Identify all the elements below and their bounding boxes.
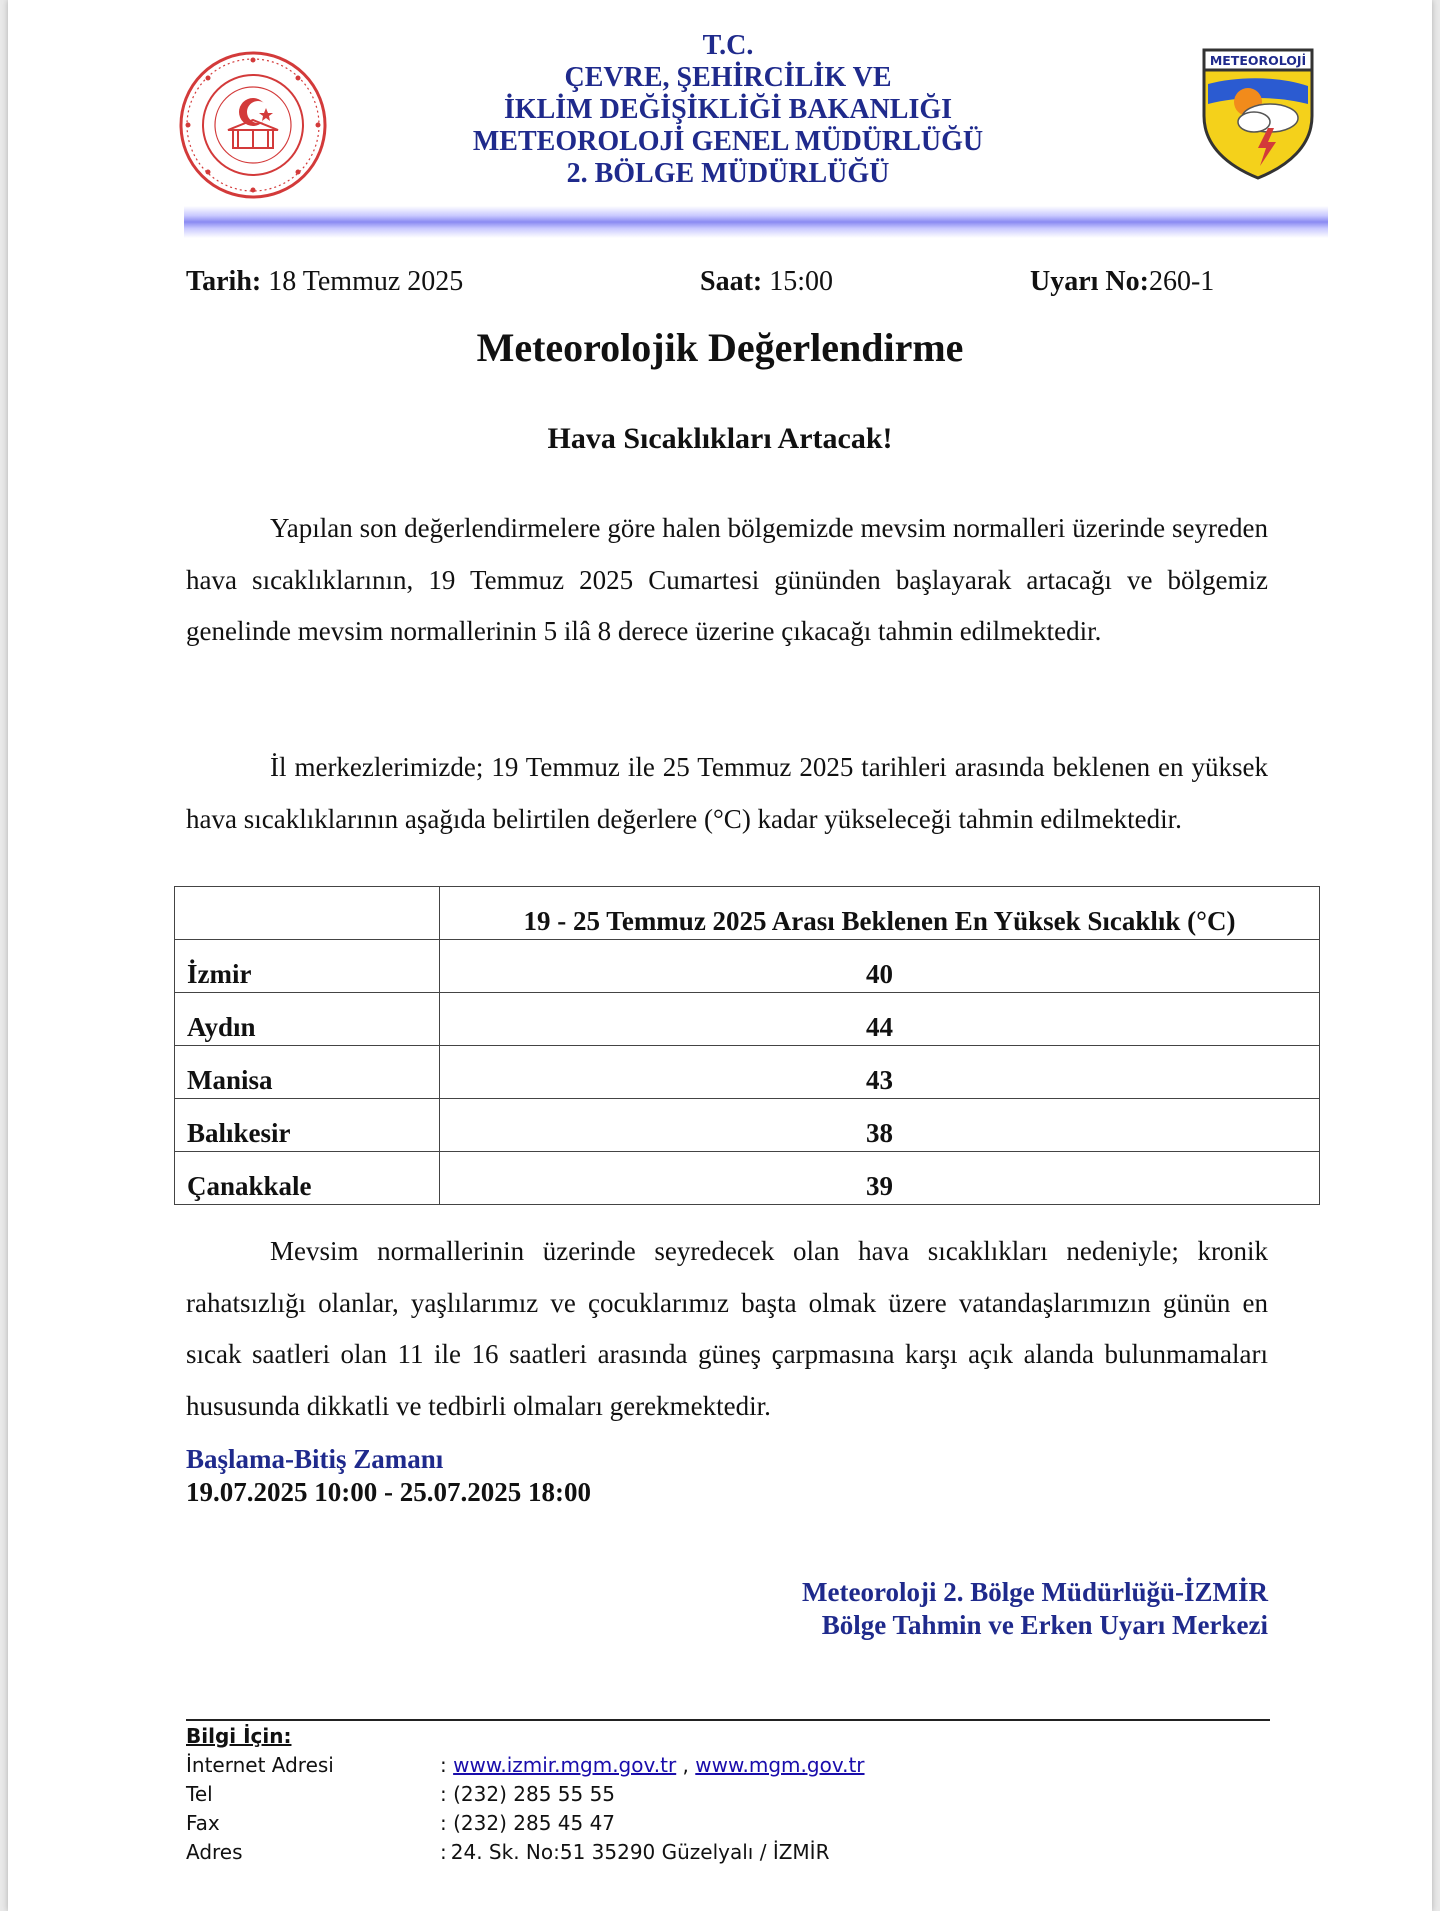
internet-label: İnternet Adresi	[186, 1753, 334, 1777]
table-row	[175, 940, 1320, 993]
table-row	[175, 1046, 1320, 1099]
table-row	[175, 1152, 1320, 1205]
city-cell: Çanakkale	[175, 1152, 440, 1205]
fax-value: (232) 285 45 47	[453, 1811, 616, 1835]
colon: :	[440, 1840, 447, 1864]
date-label: Tarih:	[186, 266, 262, 297]
tel-value: (232) 285 55 55	[453, 1782, 616, 1806]
colon: :	[440, 1782, 447, 1806]
time-value: 15:00	[762, 266, 834, 297]
signature-block	[802, 1576, 1268, 1642]
table-header-row	[175, 887, 1320, 940]
izmir-mgm-link[interactable]: www.izmir.mgm.gov.tr	[453, 1753, 677, 1777]
city-cell: Manisa	[175, 1046, 440, 1099]
meteoroloji-logo-icon	[1198, 46, 1318, 180]
address-label: Adres	[186, 1840, 243, 1864]
fax-label: Fax	[186, 1811, 220, 1835]
logo-text: METEOROLOJİ	[1209, 53, 1307, 68]
mgm-link[interactable]: www.mgm.gov.tr	[695, 1753, 865, 1777]
temperature-cell: 39	[440, 1152, 1320, 1205]
city-cell: İzmir	[175, 940, 440, 993]
tel-value-row	[440, 1782, 615, 1806]
paragraph-2: İl merkezlerimizde; 19 Temmuz ile 25 Temmuz 2025 tarihleri arasında beklenen en yüksek hava sıcaklıklarının aşağıda belirtilen değerlere (°C) kadar yükseleceği tahmin edilmektedir.	[186, 752, 1268, 834]
time-field	[700, 266, 833, 298]
header-line-ministry-2: İKLİM DEĞİŞİKLİĞİ BAKANLIĞI	[503, 94, 953, 125]
city-cell: Balıkesir	[175, 1099, 440, 1152]
warning-label: Uyarı No:	[1030, 266, 1149, 297]
internet-value	[440, 1753, 865, 1777]
temperature-cell: 40	[440, 940, 1320, 993]
header-divider-bar	[184, 206, 1328, 238]
colon: :	[440, 1753, 447, 1777]
document-subtitle: Hava Sıcaklıkları Artacak!	[547, 422, 893, 455]
temperature-cell: 44	[440, 993, 1320, 1046]
header-line-region: 2. BÖLGE MÜDÜRLÜĞÜ	[566, 158, 890, 189]
temperature-cell: 43	[440, 1046, 1320, 1099]
link-separator: ,	[676, 1753, 696, 1777]
info-heading: Bilgi İçin:	[186, 1724, 292, 1748]
table-row	[175, 1099, 1320, 1152]
document-title: Meteorolojik Değerlendirme	[476, 325, 964, 370]
table-header-empty	[175, 887, 440, 940]
signature-line-2: Bölge Tahmin ve Erken Uyarı Merkezi	[821, 1610, 1268, 1640]
institution-header	[388, 30, 1068, 190]
time-label: Saat:	[700, 266, 763, 297]
table-header-title: 19 - 25 Temmuz 2025 Arası Beklenen En Yüksek Sıcaklık (°C)	[440, 887, 1320, 940]
date-value: 18 Temmuz 2025	[261, 266, 464, 297]
ministry-seal-icon	[178, 50, 328, 200]
footer-divider	[186, 1719, 1270, 1721]
address-value: 24. Sk. No:51 35290 Güzelyalı / İZMİR	[450, 1840, 830, 1864]
warning-value: 260-1	[1148, 266, 1215, 297]
signature-line-1: Meteoroloji 2. Bölge Müdürlüğü-İZMİR	[802, 1577, 1268, 1607]
city-cell: Aydın	[175, 993, 440, 1046]
paragraph-3: Mevsim normallerinin üzerinde seyredecek olan hava sıcaklıkları nedeniyle; kronik rahatsızlığı olanlar, yaşlılarımız ve çocuklarımız başta olmak üzere vatandaşlarımızın günün en sıcak saatleri olan 11 ile 16 saatleri arasında güneş çarpmasına karşı açık alanda bulunmamaları hususunda dikkatli ve tedbirli olmaları gerekmektedir.	[186, 1236, 1268, 1421]
temperature-table	[174, 886, 1320, 1205]
colon: :	[440, 1811, 447, 1835]
header-line-directorate: METEOROLOJİ GENEL MÜDÜRLÜĞÜ	[472, 126, 984, 157]
table-row	[175, 993, 1320, 1046]
paragraph-1: Yapılan son değerlendirmelere göre halen bölgemizde mevsim normalleri üzerinde seyreden hava sıcaklıklarının, 19 Temmuz 2025 Cumartesi gününden başlayarak artacağı ve bölgemiz genelinde mevsim normallerinin 5 ilâ 8 derece üzerine çıkacağı tahmin edilmektedir.	[186, 513, 1268, 646]
fax-value-row	[440, 1811, 615, 1835]
header-line-tc: T.C.	[702, 30, 754, 61]
period-value: 19.07.2025 10:00 - 25.07.2025 18:00	[186, 1477, 591, 1507]
date-field	[186, 266, 463, 298]
temperature-cell: 38	[440, 1099, 1320, 1152]
document-page	[8, 0, 1432, 1911]
period-label: Başlama-Bitiş Zamanı	[186, 1444, 444, 1474]
warning-number-field	[1030, 266, 1214, 298]
tel-label: Tel	[186, 1782, 213, 1806]
address-value-row	[440, 1840, 829, 1864]
header-line-ministry-1: ÇEVRE, ŞEHİRCİLİK VE	[564, 62, 892, 93]
